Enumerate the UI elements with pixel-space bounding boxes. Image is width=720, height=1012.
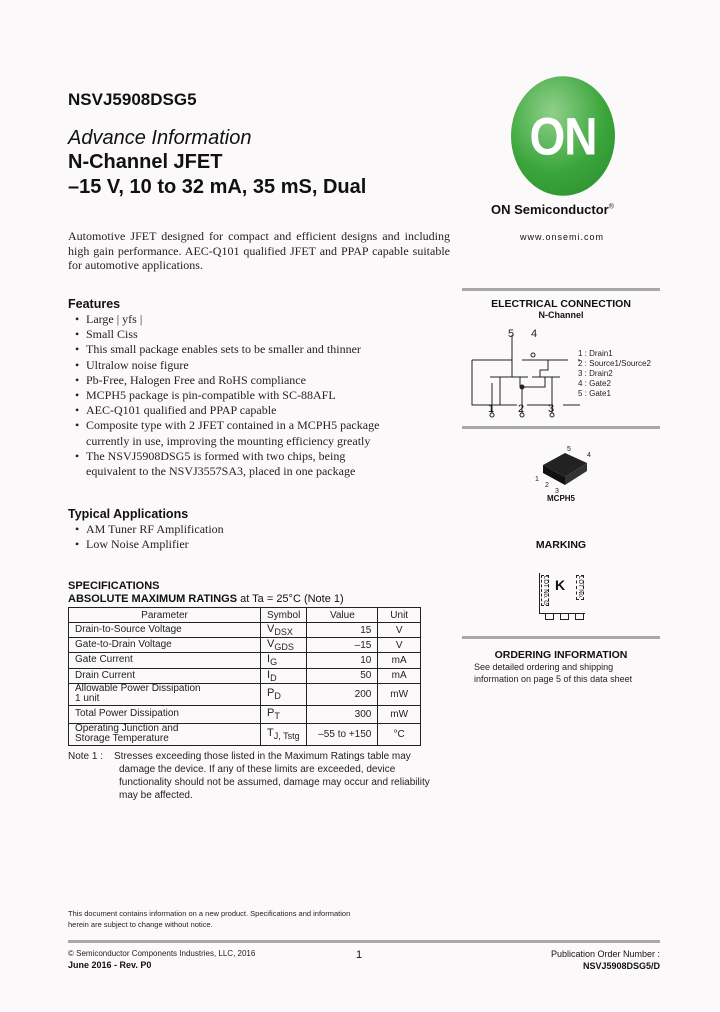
copyright: © Semiconductor Components Industries, LLC, 2016 <box>68 949 256 958</box>
unit-cell: mA <box>378 668 421 683</box>
value-cell: –15 <box>307 638 378 653</box>
table-row <box>69 705 421 723</box>
publication-number: NSVJ5908DSG5/D <box>582 961 660 971</box>
symbol-cell: $I_D$ <box>261 668 307 683</box>
col-header: Value <box>307 608 378 623</box>
applications-heading: Typical Applications <box>68 507 189 521</box>
company-name: ON Semiconductor® <box>491 202 614 217</box>
param-cell: Drain Current <box>69 668 261 683</box>
unit-cell: °C <box>378 723 421 745</box>
col-header: Symbol <box>261 608 307 623</box>
symbol-cell: $T_{J, Tstg}$ <box>261 723 307 745</box>
value-cell: –55 to +150 <box>307 723 378 745</box>
divider <box>462 636 660 639</box>
symbol-cell: $P_D$ <box>261 683 307 705</box>
list-item: • AEC-Q101 qualified and PPAP capable <box>75 403 395 418</box>
unit-cell: mA <box>378 653 421 668</box>
svg-text:1: 1 <box>535 476 539 483</box>
package-name: MCPH5 <box>547 494 576 503</box>
jfet-schematic <box>470 325 580 420</box>
list-item: • Ultralow noise figure <box>75 358 395 373</box>
value-cell: 15 <box>307 623 378 638</box>
marking-diagram <box>539 573 585 614</box>
unit-cell: V <box>378 638 421 653</box>
status-label: Advance Information <box>68 127 252 149</box>
lot-left: LOT No. G <box>542 576 548 605</box>
param-cell: Allowable Power Dissipation 1 unit <box>69 683 261 705</box>
table-row <box>69 668 421 683</box>
svg-text:4: 4 <box>587 452 591 459</box>
pin-legend: 1 : Drain1 2 : Source1/Source2 3 : Drain2 4 : Gate2 5 : Gate1 <box>578 349 651 398</box>
part-number: NSVJ5908DSG5 <box>68 90 197 109</box>
list-item: • The NSVJ5908DSG5 is formed with two chips, being equivalent to the NSVJ3557SA3, placed in one package <box>75 449 395 479</box>
table-row <box>69 683 421 705</box>
unit-cell: mW <box>378 705 421 723</box>
symbol-cell: $I_G$ <box>261 653 307 668</box>
datasheet-page: NSVJ5908DSG5 Advance Information N-Channel JFET –15 V, 10 to 32 mA, 35 mS, Dual ON ON Semiconductor® www.onsemi.com Automotive JFET designed for compact and efficient designs and including high gain performance. AEC-Q101 qualified JFET and PPAP capable suitable for automotive applications. Features • Large | yfs | • Small Ciss • This small package enables sets to be smaller and thinner • Ultralow noise figure • Pb-Free, Halogen Free and RoHS compliance • MCPH5 package is pin-compatible with SC-88AFL • AEC-Q101 qualified and PPAP capable • Composite type with 2 JFET contained in a MCPH5 package currently in use, improving the mounting efficiency greatly • The NSVJ5908DSG5 is formed with two chips, being equivalent to the NSVJ3557SA3, placed in one package Typical Applications • AM Tuner RF Amplification • Low Noise Amplifier SPECIFICATIONS ABSOLUTE MAXIMUM RATINGS at Ta = 25°C (Note 1) Parameter Symbol Value Unit Drain-to-Source Voltage $V_{DSX}$ 15 V Gate-to-Drain Voltage $V_{GDS}$ –15 V Gate Current $I_G$ 10 mA Drain Current $I_D$ 50 mA Allowable Power Dissipation 1 unit $P_D$ 200 mW Total Power Dissipation $P_T$ 300 mW Operating Junction and Storage Temperature $T_{J, Tstg}$ –55 to +150 °C Note 1 : Stresses exceeding those listed in the Maximum Ratings table may damage the device. If any of these limits are exceeded, device functionality should not be assumed, damage may occur and reliability may be affected. ELECTRICAL CONNECTION N-Channel 5 4 1 2 3 1 : Drain1 2 : Source1/Source2 3 : Drain2 4 : Gate2 5 : Gate1 5 4 1 2 3 MCPH5 MARKING K LOT No. G LOT No. ORDERING INFORMATION See detailed ordering and shipping information on page 5 of this data sheet This document contains information on a new product. Specifications and information herein are subject to change without notice. © Semiconductor Components Industries, LLC, 2016 June 2016 - Rev. P0 1 Publication Order Number : NSVJ5908DSG5/D <box>0 0 720 1012</box>
param-cell: Gate Current <box>69 653 261 668</box>
list-item: • Pb-Free, Halogen Free and RoHS compliance <box>75 373 395 388</box>
svg-text:5: 5 <box>567 446 571 453</box>
unit-cell: V <box>378 623 421 638</box>
param-cell: Drain-to-Source Voltage <box>69 623 261 638</box>
doc-title: N-Channel JFET <box>68 151 223 173</box>
ratings-table <box>68 607 421 746</box>
pin-label: 5 <box>508 328 515 340</box>
param-cell: Total Power Dissipation <box>69 705 261 723</box>
electrical-heading: ELECTRICAL CONNECTION <box>491 298 631 310</box>
pin-label: 4 <box>531 328 538 340</box>
package-image <box>535 445 595 495</box>
list-item: • This small package enables sets to be smaller and thinner <box>75 342 395 357</box>
page-number: 1 <box>356 949 363 961</box>
publication-label: Publication Order Number : <box>550 949 660 959</box>
footer-divider <box>68 940 660 943</box>
table-row <box>69 638 421 653</box>
value-cell: 50 <box>307 668 378 683</box>
date-revision: June 2016 - Rev. P0 <box>68 960 152 970</box>
value-cell: 300 <box>307 705 378 723</box>
table-row <box>69 723 421 745</box>
list-item: • Low Noise Amplifier <box>75 537 395 552</box>
svg-text:2: 2 <box>545 482 549 489</box>
value-cell: 200 <box>307 683 378 705</box>
table-row <box>69 653 421 668</box>
list-item: • MCPH5 package is pin-compatible with SC-88AFL <box>75 388 395 403</box>
applications-list <box>75 522 395 552</box>
marking-heading: MARKING <box>535 539 587 551</box>
svg-text:3: 3 <box>555 488 559 495</box>
list-item: • Composite type with 2 JFET contained in a MCPH5 package currently in use, improving the mounting efficiency greatly <box>75 418 395 448</box>
lot-right: LOT No. <box>577 576 583 599</box>
value-cell: 10 <box>307 653 378 668</box>
table-row <box>69 623 421 638</box>
logo-mark: ON <box>529 106 597 166</box>
table-title: ABSOLUTE MAXIMUM RATINGS at Ta = 25°C (Note 1) <box>68 593 344 605</box>
unit-cell: mW <box>378 683 421 705</box>
symbol-cell: $V_{GDS}$ <box>261 638 307 653</box>
symbol-cell: $V_{DSX}$ <box>261 623 307 638</box>
disclaimer: This document contains information on a new product. Specifications and information herein are subject to change without notice. <box>68 909 351 929</box>
symbol-cell: $P_T$ <box>261 705 307 723</box>
doc-subtitle: –15 V, 10 to 32 mA, 35 mS, Dual <box>68 176 367 198</box>
param-cell: Operating Junction and Storage Temperature <box>69 723 261 745</box>
col-header: Unit <box>378 608 421 623</box>
list-item: • Large | yfs | <box>75 312 395 327</box>
description: Automotive JFET designed for compact and efficient designs and including high gain performance. AEC-Q101 qualified JFET and PPAP capable suitable for automotive applications. <box>68 229 450 272</box>
on-logo <box>511 76 615 196</box>
electrical-subheading: N-Channel <box>538 310 584 320</box>
features-heading: Features <box>68 297 121 311</box>
features-list <box>75 312 395 479</box>
website-link[interactable]: www.onsemi.com <box>520 232 605 242</box>
divider <box>462 426 660 429</box>
marking-code: K <box>555 577 566 593</box>
ordering-heading: ORDERING INFORMATION <box>494 649 628 661</box>
specs-heading: SPECIFICATIONS <box>68 580 160 592</box>
ordering-text: See detailed ordering and shipping information on page 5 of this data sheet <box>474 662 633 684</box>
list-item: • Small Ciss <box>75 327 395 342</box>
note-1: Note 1 : Stresses exceeding those listed in the Maximum Ratings table may damage the device. If any of these limits are exceeded, device functionality should not be assumed, damage may occur and reliability may be affected. <box>68 751 430 801</box>
col-header: Parameter <box>69 608 261 623</box>
param-cell: Gate-to-Drain Voltage <box>69 638 261 653</box>
divider <box>462 288 660 291</box>
list-item: • AM Tuner RF Amplification <box>75 522 395 537</box>
